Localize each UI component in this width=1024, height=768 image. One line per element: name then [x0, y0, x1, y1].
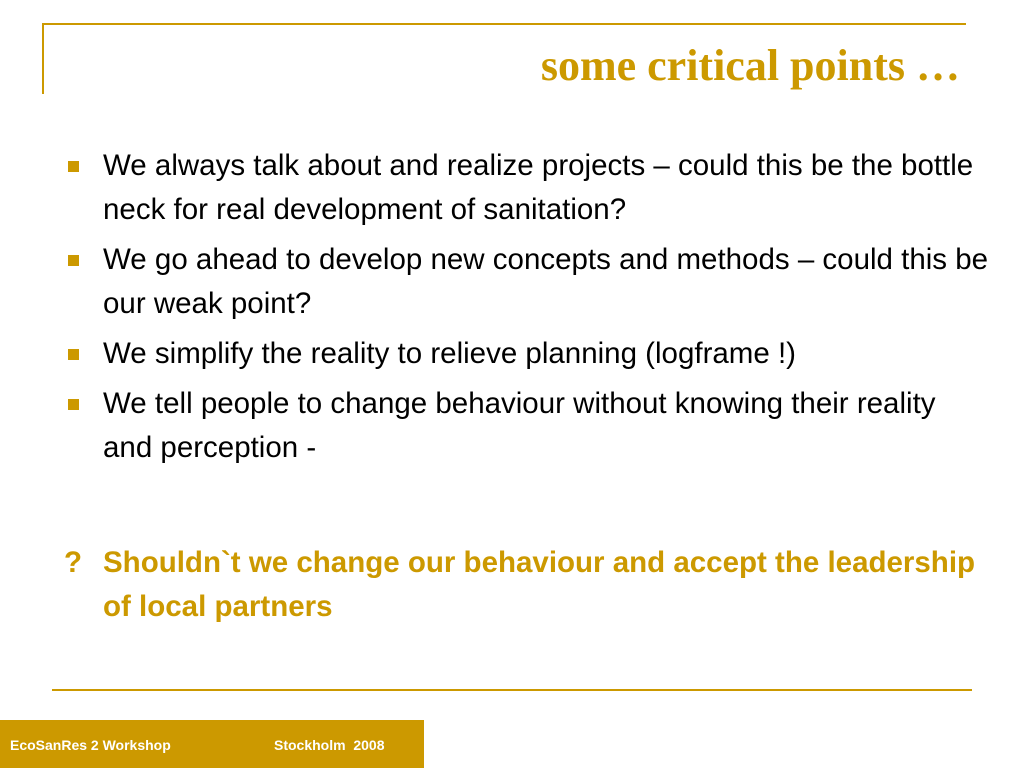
- question-marker: ?: [64, 546, 83, 579]
- top-frame-line: [42, 23, 966, 25]
- left-frame-line: [42, 23, 44, 94]
- bullet-list: [60, 144, 990, 476]
- bullet-text: We go ahead to develop new concepts and methods – could this be our weak point?: [103, 243, 989, 320]
- bullet-text: We simplify the reality to relieve planning (logframe !): [103, 337, 796, 370]
- slide-title: some critical points …: [540, 41, 960, 90]
- square-bullet-icon: [68, 161, 79, 172]
- footer-location-year: Stockholm 2008: [274, 737, 385, 753]
- bottom-frame-line: [52, 689, 972, 691]
- square-bullet-icon: [68, 255, 79, 266]
- bullet-item: [60, 332, 990, 376]
- question-callout: [60, 541, 990, 629]
- bullet-text: We tell people to change behaviour without knowing their reality and perception -: [103, 387, 936, 464]
- bullet-item: [60, 382, 990, 470]
- square-bullet-icon: [68, 399, 79, 410]
- bullet-item: [60, 144, 990, 232]
- footer-bar: [0, 720, 424, 768]
- bullet-item: [60, 238, 990, 326]
- bullet-text: We always talk about and realize projects – could this be the bottle neck for real development of sanitation?: [103, 149, 974, 226]
- question-text: Shouldn`t we change our behaviour and accept the leadership of local partners: [103, 546, 976, 623]
- square-bullet-icon: [68, 349, 79, 360]
- footer-event-label: EcoSanRes 2 Workshop: [10, 737, 171, 753]
